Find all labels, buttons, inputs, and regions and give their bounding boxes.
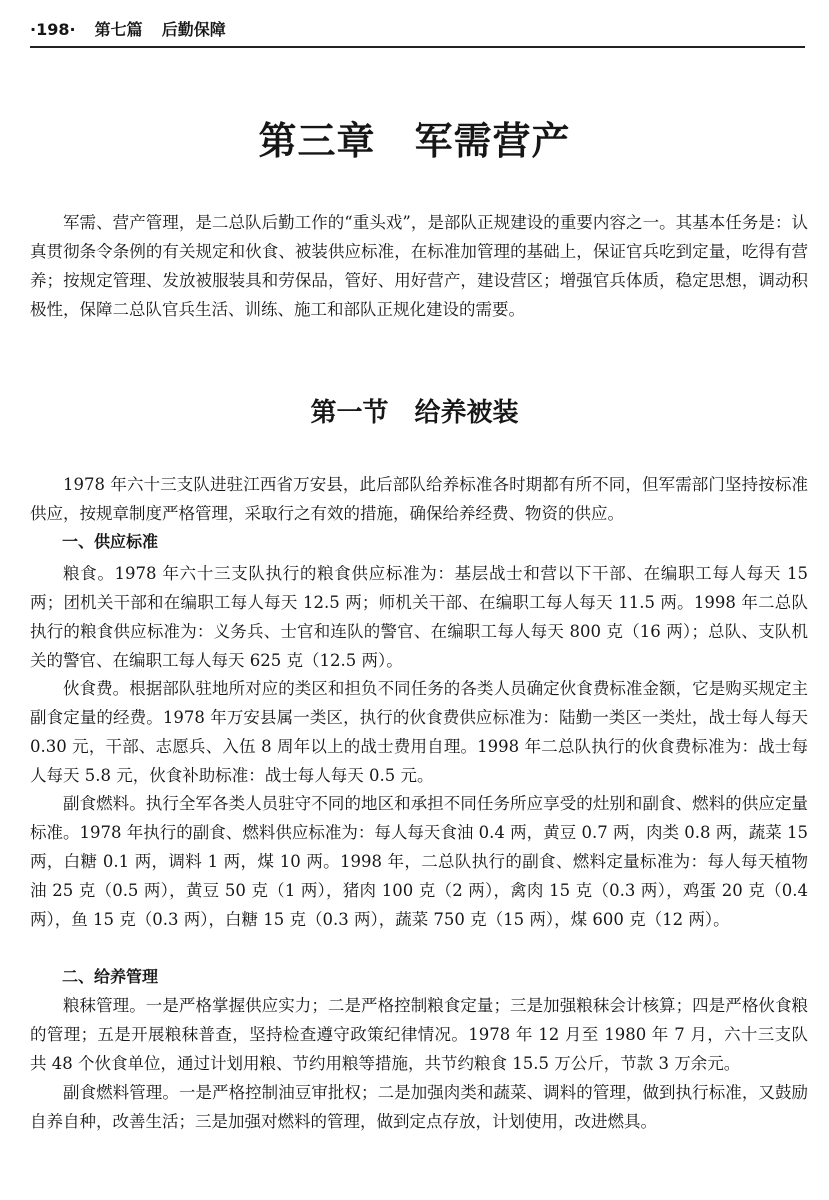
meal-fee-paragraph: 伙食费。根据部队驻地所对应的类区和担负不同任务的各类人员确定伙食费标准金额，它是购买规定主副食定量的经费。1978 年万安县属一类区，执行的伙食费供应标准为：陆勤一类区一类灶，战士每人每天 0.30 元，干部、志愿兵、入伍 8 周年以上的战士费用自理。1998 年二总队执行的伙食费标准为：战士每人每天 5.8 元，伙食补助标准：战士每人每天 0.5 元。 bbox=[30, 679, 808, 785]
fuel-paragraph: 副食燃料。执行全军各类人员驻守不同的地区和承担不同任务所应享受的灶别和副食、燃料的供应定量标准。1978 年执行的副食、燃料供应标准为：每人每天食油 0.4 两，黄豆 0.7 两，肉类 0.8 两，蔬菜 15 两，白糖 0.1 两，调料 1 两，煤 10 两。1998 年，二总队执行的副食、燃料定量标准为：每人每天植物油 25 克（0.5 两），黄豆 50 克（1 两），猪肉 100 克（2 两），禽肉 15 克（0.3 两），鸡蛋 20 克（0.4 两），鱼 15 克（0.3 两），白糖 15 克（0.3 两），蔬菜 750 克（15 两），煤 600 克（12 两）。 bbox=[30, 794, 808, 929]
running-header bbox=[30, 14, 805, 48]
subsection-heading-supply-standard: 一、供应标准 bbox=[62, 532, 159, 551]
chapter-title: 第三章 军需营产 bbox=[258, 119, 571, 163]
grain-management-paragraph: 粮秣管理。一是严格掌握供应实力；二是严格控制粮食定量；三是加强粮秣会计核算；四是严格伙食粮的管理；五是开展粮秣普查，坚持检查遵守政策纪律情况。1978 年 12 月至 1980 年 7 月，六十三支队共 48 个伙食单位，通过计划用粮、节约用粮等措施，共节约粮食 15.5 万公斤，节款 3 万余元。 bbox=[30, 996, 808, 1073]
part-title: 后勤保障 bbox=[161, 20, 226, 39]
section-intro-paragraph: 1978 年六十三支队进驻江西省万安县，此后部队给养标准各时期都有所不同，但军需部门坚持按标准供应，按规章制度严格管理，采取行之有效的措施，确保给养经费、物资的供应。 bbox=[30, 475, 808, 523]
subsection-heading-supply-management: 二、给养管理 bbox=[62, 967, 159, 986]
chapter-intro-paragraph: 军需、营产管理，是二总队后勤工作的“重头戏”，是部队正规建设的重要内容之一。其基本任务是：认真贯彻条令条例的有关规定和伙食、被装供应标准，在标准加管理的基础上，保证官兵吃到定量，吃得有营养；按规定管理、发放被服装具和劳保品，管好、用好营产，建设营区；增强官兵体质，稳定思想，调动积极性，保障二总队官兵生活、训练、施工和部队正规化建设的需要。 bbox=[30, 213, 808, 319]
grain-paragraph: 粮食。1978 年六十三支队执行的粮食供应标准为：基层战士和营以下干部、在编职工每人每天 15 两；团机关干部和在编职工每人每天 12.5 两；师机关干部、在编职工每人每天 11.5 两。1998 年二总队执行的粮食供应标准为：义务兵、士官和连队的警官、在编职工每人每天 800 克（16 两）；总队、支队机关的警官、在编职工每人每天 625 克（12.5 两）。 bbox=[30, 564, 808, 670]
part-label: 第七篇 bbox=[94, 20, 143, 39]
page-number: ·198· bbox=[30, 20, 76, 39]
section-title: 第一节 给养被装 bbox=[310, 398, 519, 428]
fuel-management-paragraph: 副食燃料管理。一是严格控制油豆审批权；二是加强肉类和蔬菜、调料的管理，做到执行标准，又鼓励自养自种，改善生活；三是加强对燃料的管理，做到定点存放，计划使用，改进燃具。 bbox=[30, 1083, 808, 1131]
